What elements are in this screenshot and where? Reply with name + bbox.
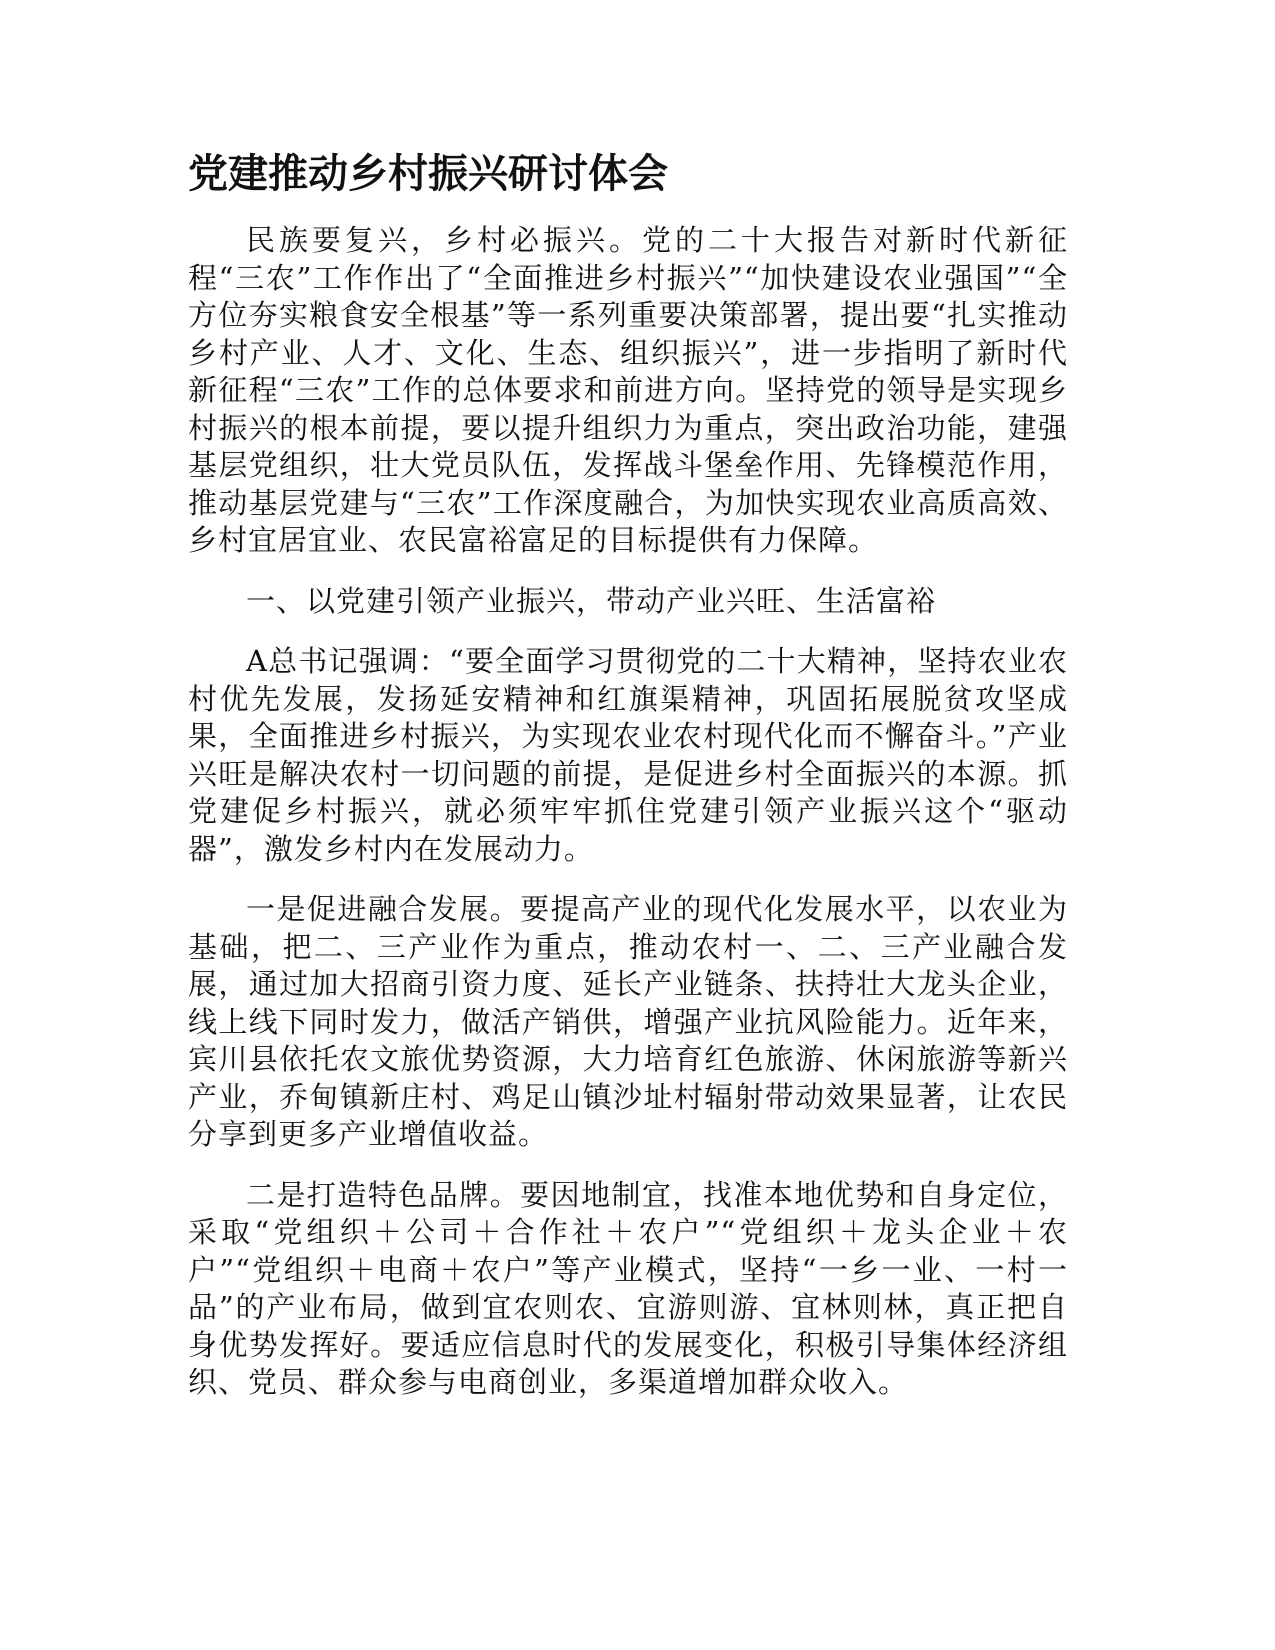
document-title: 党建推动乡村振兴研讨体会 (188, 151, 668, 197)
document-body (188, 222, 1068, 1425)
paragraph-intro: 民族要复兴，乡村必振兴。党的二十大报告对新时代新征程“三农”工作作出了“全面推进乡村振兴”“加快建设农业强国”“全方位夯实粮食安全根基”等一系列重要决策部署，提出要“扎实推动乡村产业、人才、文化、生态、组织振兴”，进一步指明了新时代新征程“三农”工作的总体要求和前进方向。坚持党的领导是实现乡村振兴的根本前提，要以提升组织力为重点，突出政治功能，建强基层党组织，壮大党员队伍，发挥战斗堡垒作用、先锋模范作用，推动基层党建与“三农”工作深度融合，为加快实现农业高质高效、乡村宜居宜业、农民富裕富足的目标提供有力保障。 (188, 223, 1068, 557)
paragraph-integration: 一是促进融合发展。要提高产业的现代化发展水平，以农业为基础，把二、三产业作为重点，推动农村一、二、三产业融合发展，通过加大招商引资力度、延长产业链条、扶持壮大龙头企业，线上线下同时发力，做活产销供，增强产业抗风险能力。近年来，宾川县依托农文旅优势资源，大力培育红色旅游、休闲旅游等新兴产业，乔甸镇新庄村、鸡足山镇沙址村辐射带动效果显著，让农民分享到更多产业增值收益。 (188, 892, 1068, 1151)
paragraph-quote: A总书记强调：“要全面学习贯彻党的二十大精神，坚持农业农村优先发展，发扬延安精神和红旗渠精神，巩固拓展脱贫攻坚成果，全面推进乡村振兴，为实现农业农村现代化而不懈奋斗。”产业兴旺是解决农村一切问题的前提，是促进乡村全面振兴的本源。抓党建促乡村振兴，就必须牢牢抓住党建引领产业振兴这个“驱动器”，激发乡村内在发展动力。 (188, 644, 1068, 866)
section-heading-1: 一、以党建引领产业振兴，带动产业兴旺、生活富裕 (246, 583, 937, 618)
paragraph-brand: 二是打造特色品牌。要因地制宜，找准本地优势和自身定位，采取“党组织＋公司＋合作社＋农户”“党组织＋龙头企业＋农户”“党组织＋电商＋农户”等产业模式，坚持“一乡一业、一村一品”的产业布局，做到宜农则农、宜游则游、宜林则林，真正把自身优势发挥好。要适应信息时代的发展变化，积极引导集体经济组织、党员、群众参与电商创业，多渠道增加群众收入。 (188, 1177, 1068, 1399)
